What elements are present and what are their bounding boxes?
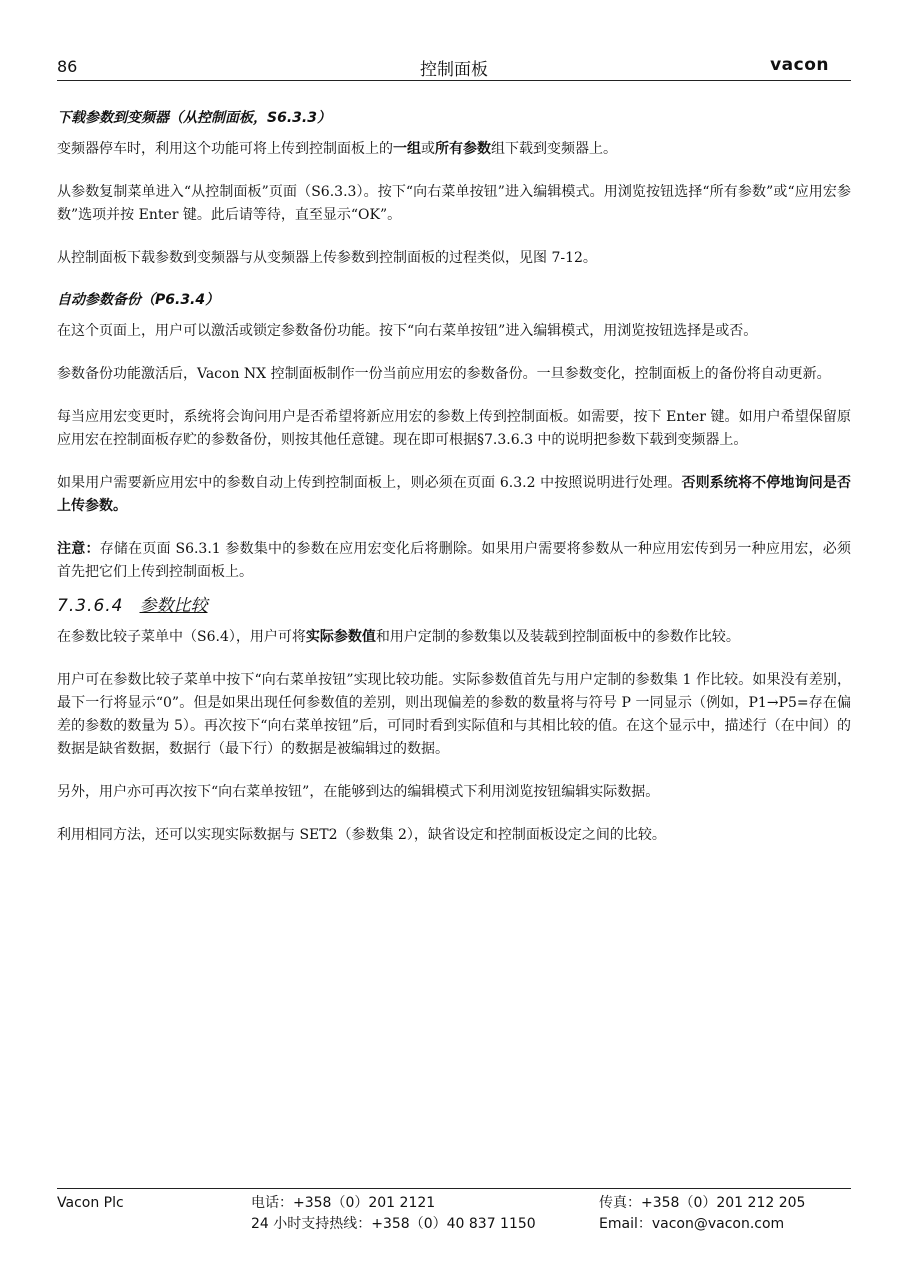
compare-paragraph-2: 用户可在参数比较子菜单中按下“向右菜单按钮”实现比较功能。实际参数值首先与用户定制的参数集 1 作比较。如果没有差别，最下一行将显示“0”。但是如果出现任何参数值的差别，则出现偏差的参数的数量将与符号 P 一同显示（例如，P1→P5=存在偏差的参数的数量为 5）。再次按下“向右菜单按钮”后，可同时看到实际值和与其相比较的值。在这个显示中，描述行（在中间）的数据是缺省数据，数据行（最下行）的数据是被编辑过的数据。 (57, 672, 851, 757)
backup-paragraph-2: 参数备份功能激活后，Vacon NX 控制面板制作一份当前应用宏的参数备份。一旦参数变化，控制面板上的备份将自动更新。 (57, 366, 831, 382)
compare-section-heading (57, 594, 851, 618)
footer-fax: 传真：+358（0）201 212 205 (599, 1195, 806, 1211)
section-title: 参数比较 (139, 596, 208, 616)
footer-email: Email：vacon@vacon.com (599, 1216, 785, 1232)
backup-paragraph-4: 如果用户需要新应用宏中的参数自动上传到控制面板上，则必须在页面 6.3.2 中按照说明进行处理。否则系统将不停地询问是否上传参数。 (57, 475, 851, 514)
download-heading: 下载参数到变频器（从控制面板，S6.3.3） (57, 110, 331, 126)
compare-paragraph-1: 在参数比较子菜单中（S6.4），用户可将实际参数值和用户定制的参数集以及装载到控制面板中的参数作比较。 (57, 629, 740, 645)
backup-note: 注意：存储在页面 S6.3.1 参数集中的参数在应用宏变化后将删除。如果用户需要将参数从一种应用宏传到另一种应用宏，必须首先把它们上传到控制面板上。 (57, 541, 852, 580)
footer-divider (57, 1188, 851, 1189)
page-number: 86 (57, 57, 78, 76)
download-paragraph-2: 从参数复制菜单进入“从控制面板”页面（S6.3.3）。按下“向右菜单按钮”进入编辑模式。用浏览按钮选择“所有参数”或“应用宏参数”选项并按 Enter 键。此后请等待，直至显示“OK”。 (57, 184, 851, 223)
footer-company: Vacon Plc (57, 1195, 124, 1211)
page-header (57, 55, 851, 81)
backup-heading: 自动参数备份（P6.3.4） (57, 292, 220, 308)
page-content (57, 108, 851, 867)
section-number: 7.3.6.4 (57, 596, 124, 616)
backup-paragraph-1: 在这个页面上，用户可以激活或锁定参数备份功能。按下“向右菜单按钮”进入编辑模式，用浏览按钮选择是或否。 (57, 323, 758, 339)
download-paragraph-3: 从控制面板下载参数到变频器与从变频器上传参数到控制面板的过程类似，见图 7-12。 (57, 250, 597, 266)
compare-paragraph-4: 利用相同方法，还可以实现实际数据与 SET2（参数集 2），缺省设定和控制面板设定之间的比较。 (57, 827, 666, 843)
document-page (57, 0, 851, 1280)
brand-logo: vacon (770, 55, 829, 75)
backup-paragraph-3: 每当应用宏变更时，系统将会询问用户是否希望将新应用宏的参数上传到控制面板。如需要，按下 Enter 键。如用户希望保留原应用宏在控制面板存贮的参数备份，则按其他任意键。现在即可根据§7.3.6.3 中的说明把参数下载到变频器上。 (57, 409, 851, 448)
footer-hotline: 24 小时支持热线：+358（0）40 837 1150 (251, 1216, 536, 1232)
download-paragraph-1: 变频器停车时，利用这个功能可将上传到控制面板上的一组或所有参数组下载到变频器上。 (57, 141, 617, 157)
footer-contact-phone (251, 1193, 536, 1235)
footer-phone: 电话：+358（0）201 2121 (251, 1195, 436, 1211)
footer-contact-fax (599, 1193, 805, 1235)
compare-paragraph-3: 另外，用户亦可再次按下“向右菜单按钮”，在能够到达的编辑模式下利用浏览按钮编辑实际数据。 (57, 784, 660, 800)
header-title: 控制面板 (420, 60, 488, 80)
header-divider (57, 80, 851, 81)
